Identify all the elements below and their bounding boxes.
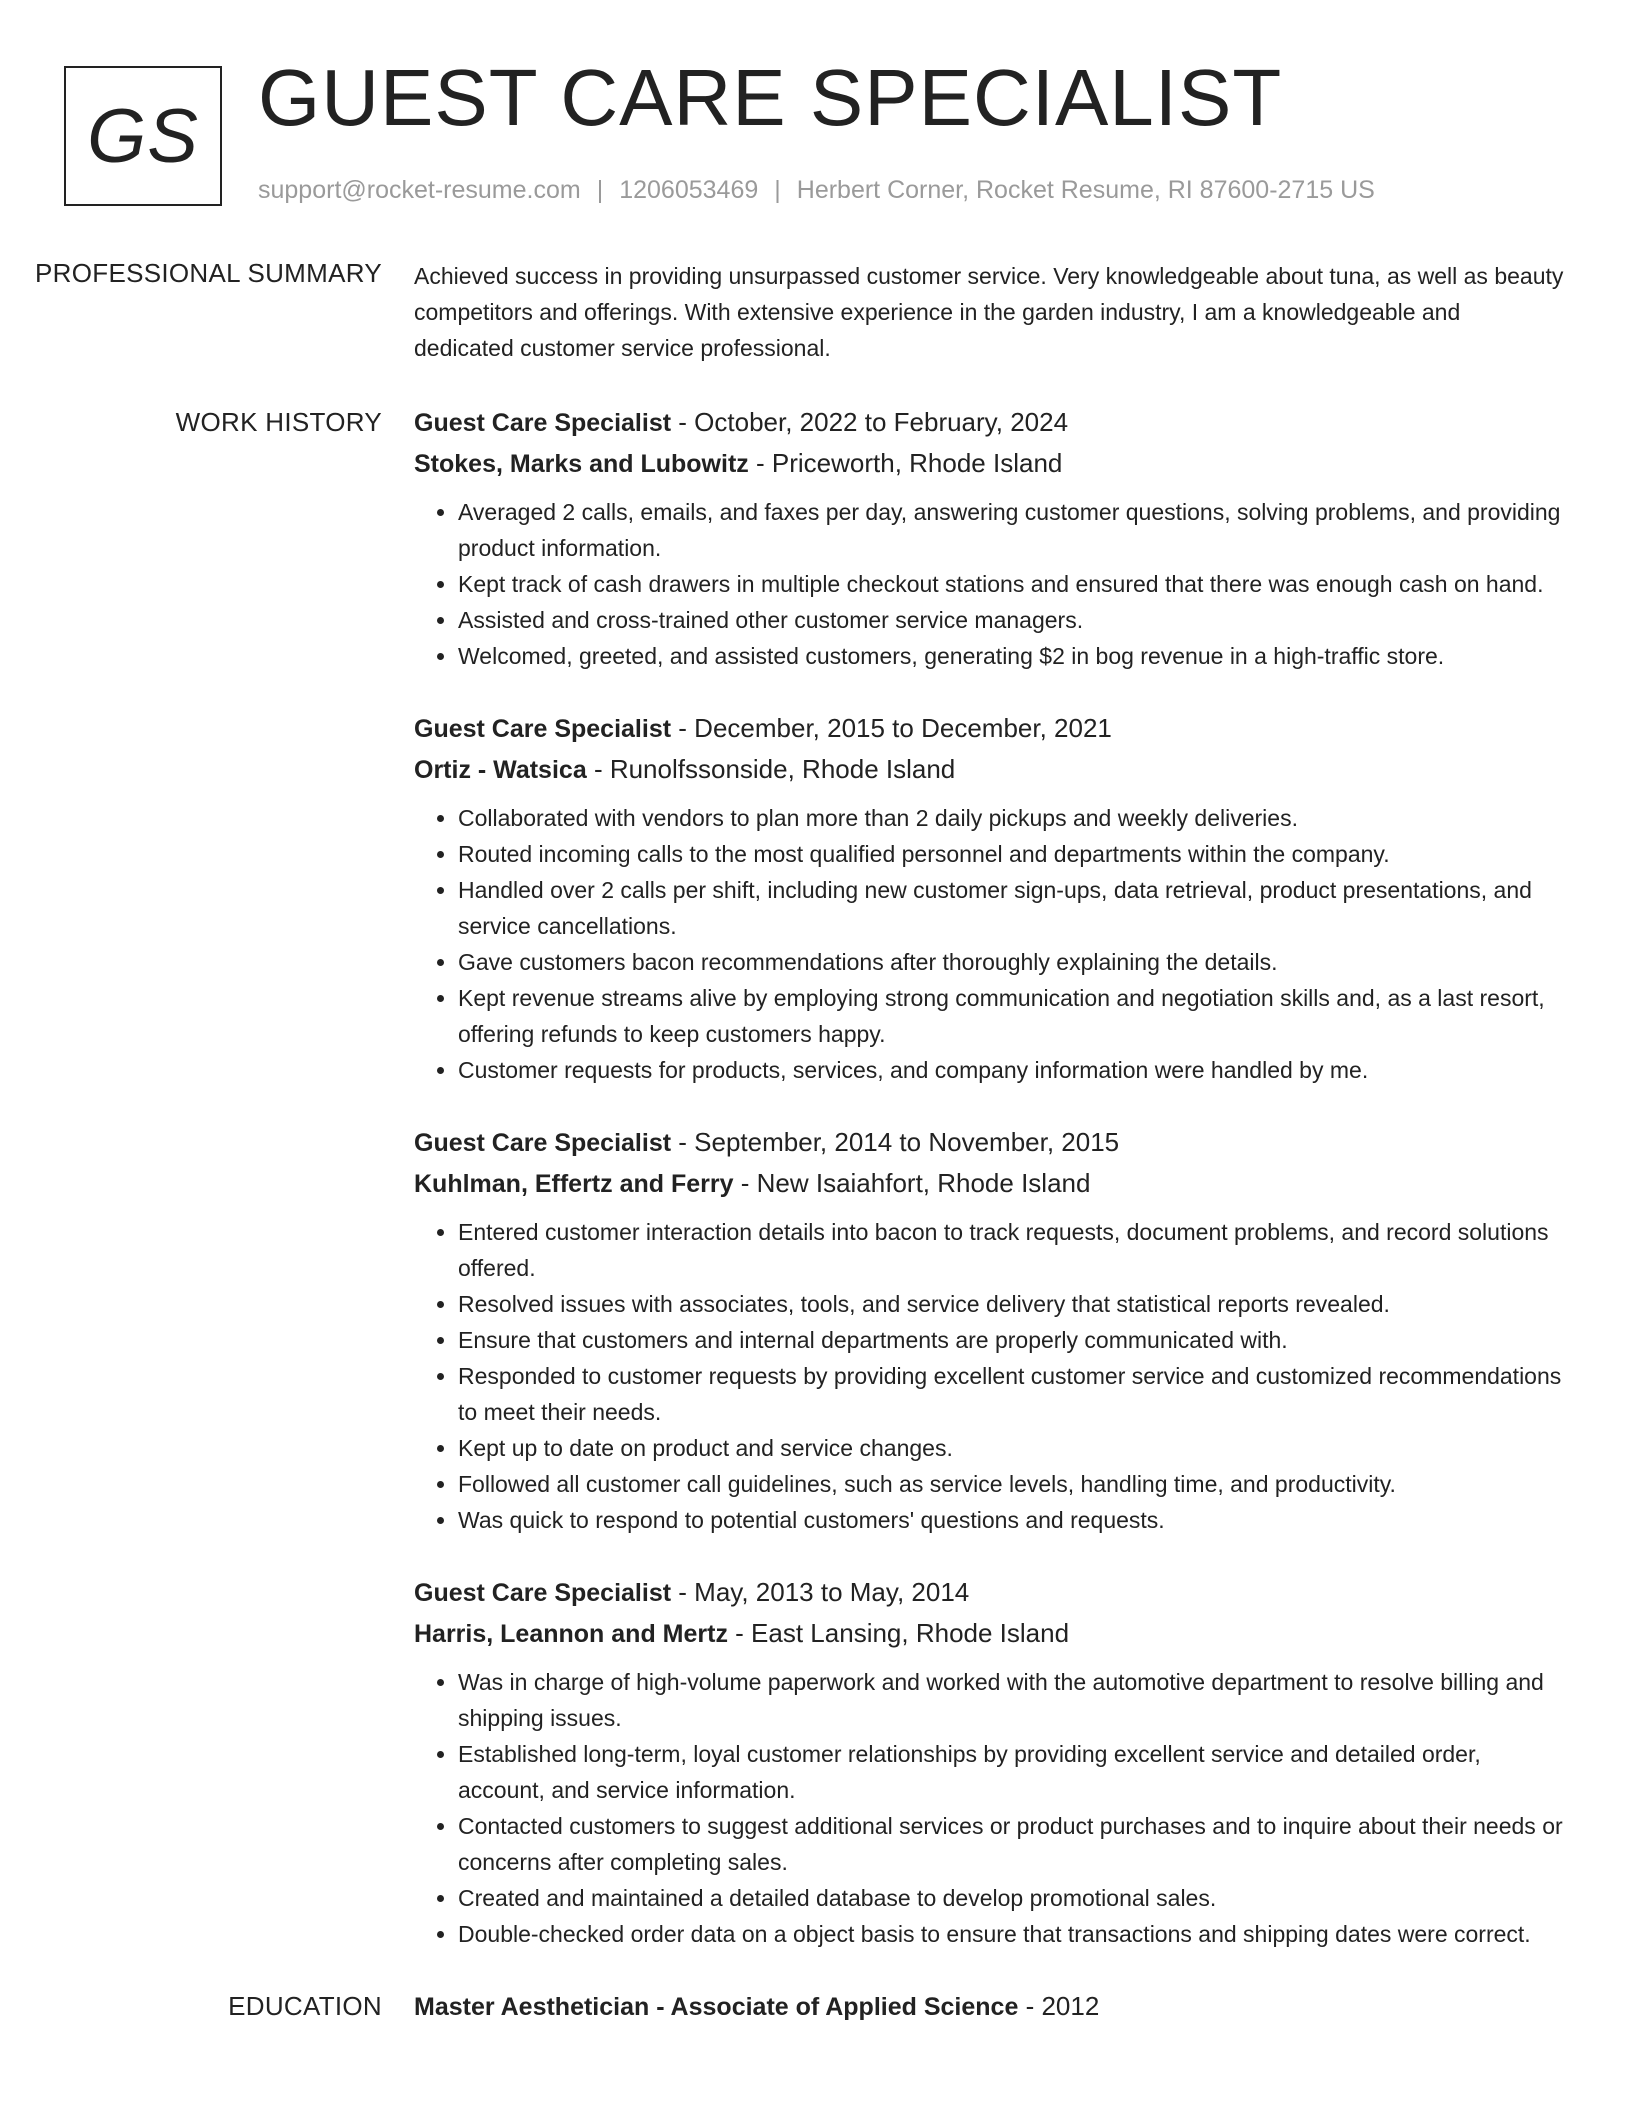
summary-text: Achieved success in providing unsurpassed customer service. Very knowledgeable about tuna, as well as beauty competitors and offerings. With extensive experience in the garden industry, I am a knowledgeable and dedicated customer service professional.	[414, 263, 1564, 361]
job-entry	[414, 402, 1564, 674]
bullet-item: • Responded to customer requests by providing excellent customer service and customized recommendations to meet their needs.	[458, 1358, 1564, 1430]
section-label-work: WORK HISTORY	[175, 407, 382, 437]
job-title-line	[414, 1122, 1564, 1163]
bullet-item: • Kept up to date on product and service changes.	[458, 1430, 1564, 1466]
bullet-item: • Routed incoming calls to the most qualified personnel and departments within the company.	[458, 836, 1564, 872]
bullet-item: • Double-checked order data on a object basis to ensure that transactions and shipping dates were correct.	[458, 1916, 1564, 1952]
job-entry	[414, 1122, 1564, 1538]
job-dates: - October, 2022 to February, 2024	[671, 407, 1069, 437]
education-section	[0, 1986, 1632, 2027]
job-title-line	[414, 1572, 1564, 1613]
bullet-item: • Kept revenue streams alive by employing strong communication and negotiation skills and, as a last resort, offering refunds to keep customers happy.	[458, 980, 1564, 1052]
job-bullets	[414, 800, 1564, 1088]
job-company: Kuhlman, Effertz and Ferry	[414, 1170, 734, 1198]
summary-section	[0, 258, 1632, 366]
bullet-item: • Averaged 2 calls, emails, and faxes per day, answering customer questions, solving problems, and providing product information.	[458, 494, 1564, 566]
job-title: Guest Care Specialist	[414, 1129, 672, 1157]
job-company-line	[414, 1163, 1564, 1204]
job-company: Stokes, Marks and Lubowitz	[414, 450, 749, 478]
bullet-item: • Gave customers bacon recommendations after thoroughly explaining the details.	[458, 944, 1564, 980]
section-label-education: EDUCATION	[228, 1991, 382, 2021]
job-company-line	[414, 443, 1564, 484]
bullet-item: • Welcomed, greeted, and assisted customers, generating $2 in bog revenue in a high-traffic store.	[458, 638, 1564, 674]
monogram-badge	[64, 66, 222, 206]
bullet-item: • Entered customer interaction details into bacon to track requests, document problems, and record solutions offered.	[458, 1214, 1564, 1286]
bullet-item: • Handled over 2 calls per shift, including new customer sign-ups, data retrieval, product presentations, and service cancellations.	[458, 872, 1564, 944]
bullet-item: • Followed all customer call guidelines, such as service levels, handling time, and productivity.	[458, 1466, 1564, 1502]
summary-body	[414, 258, 1564, 366]
contact-separator: |	[596, 176, 604, 204]
bullet-item: • Was in charge of high-volume paperwork and worked with the automotive department to resolve billing and shipping issues.	[458, 1664, 1564, 1736]
job-entry	[414, 1572, 1564, 1952]
job-company-line	[414, 749, 1564, 790]
job-location: - Runolfssonside, Rhode Island	[586, 754, 956, 784]
contact-line	[258, 176, 1375, 205]
bullet-item: • Resolved issues with associates, tools, and service delivery that statistical reports revealed.	[458, 1286, 1564, 1322]
contact-phone[interactable]: 1206053469	[619, 176, 759, 204]
job-bullets	[414, 494, 1564, 674]
job-company-line	[414, 1613, 1564, 1654]
bullet-item: • Was quick to respond to potential customers' questions and requests.	[458, 1502, 1564, 1538]
contact-separator: |	[774, 176, 781, 204]
job-location: - Priceworth, Rhode Island	[748, 448, 1063, 478]
bullet-item: • Created and maintained a detailed database to develop promotional sales.	[458, 1880, 1564, 1916]
job-entry	[414, 708, 1564, 1088]
bullet-item: • Contacted customers to suggest additional services or product purchases and to inquire about their needs or concerns after completing sales.	[458, 1808, 1564, 1880]
resume-content	[0, 258, 1632, 2027]
job-company: Harris, Leannon and Mertz	[414, 1620, 728, 1648]
job-title: Guest Care Specialist	[414, 409, 672, 437]
bullet-item: • Assisted and cross-trained other customer service managers.	[458, 602, 1564, 638]
section-label-summary: PROFESSIONAL SUMMARY	[35, 258, 382, 288]
job-dates: - May, 2013 to May, 2014	[671, 1577, 970, 1607]
job-title-line	[414, 402, 1564, 443]
education-year: - 2012	[1018, 1991, 1100, 2021]
job-title: Guest Care Specialist	[414, 715, 672, 743]
job-bullets	[414, 1664, 1564, 1952]
job-title: Guest Care Specialist	[414, 1579, 672, 1607]
contact-email[interactable]: support@rocket-resume.com	[258, 176, 581, 204]
job-company: Ortiz - Watsica	[414, 756, 587, 784]
job-dates: - December, 2015 to December, 2021	[671, 713, 1112, 743]
bullet-item: • Established long-term, loyal customer relationships by providing excellent service and detailed order, account, and service information.	[458, 1736, 1564, 1808]
job-bullets	[414, 1214, 1564, 1538]
monogram-initials: GS	[87, 93, 199, 179]
education-degree: Master Aesthetician - Associate of Applied Science	[414, 1993, 1019, 2021]
job-location: - East Lansing, Rhode Island	[727, 1618, 1070, 1648]
education-degree-line	[414, 1986, 1564, 2027]
job-dates: - September, 2014 to November, 2015	[671, 1127, 1120, 1157]
job-title-line	[414, 708, 1564, 749]
education-body	[414, 1986, 1564, 2027]
resume-name: GUEST CARE SPECIALIST	[258, 53, 1283, 142]
bullet-item: • Ensure that customers and internal departments are properly communicated with.	[458, 1322, 1564, 1358]
contact-address: Herbert Corner, Rocket Resume, RI 87600-2715 US	[796, 176, 1375, 204]
work-body	[414, 402, 1564, 1986]
bullet-item: • Customer requests for products, services, and company information were handled by me.	[458, 1052, 1564, 1088]
bullet-item: • Kept track of cash drawers in multiple checkout stations and ensured that there was enough cash on hand.	[458, 566, 1564, 602]
job-location: - New Isaiahfort, Rhode Island	[733, 1168, 1091, 1198]
work-section	[0, 402, 1632, 1986]
bullet-item: • Collaborated with vendors to plan more than 2 daily pickups and weekly deliveries.	[458, 800, 1564, 836]
